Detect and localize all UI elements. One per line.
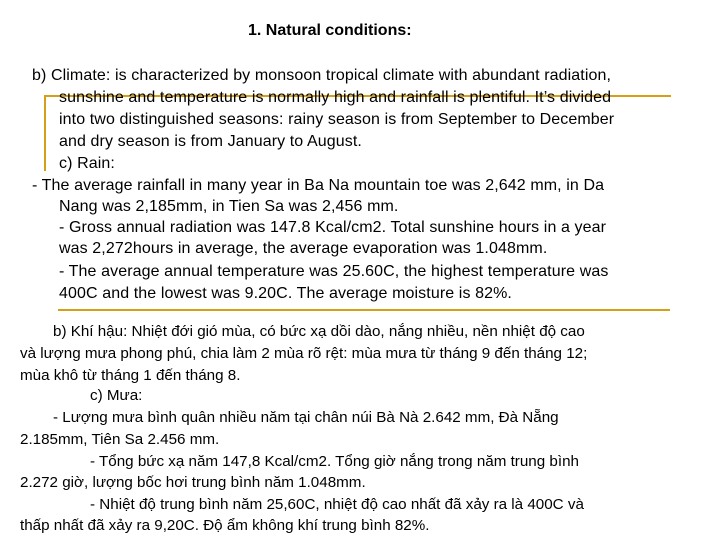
english-line: - The average rainfall in many year in Ba Na mountain toe was 2,642 mm, in Da xyxy=(32,177,605,194)
english-line: - The average annual temperature was 25.60C, the highest temperature was xyxy=(59,263,609,280)
vietnamese-line: - Tổng bức xạ năm 147,8 Kcal/cm2. Tổng giờ nắng trong năm trung bình xyxy=(90,453,579,470)
separator-rule xyxy=(58,309,670,311)
english-line: and dry season is from January to August. xyxy=(59,133,362,150)
vietnamese-line: mùa khô từ tháng 1 đến tháng 8. xyxy=(20,367,241,384)
page-title: 1. Natural conditions: xyxy=(248,22,412,39)
vietnamese-line: - Lượng mưa bình quân nhiều năm tại chân núi Bà Nà 2.642 mm, Đà Nẵng xyxy=(53,409,559,426)
vietnamese-line: và lượng mưa phong phú, chia làm 2 mùa rõ rệt: mùa mưa từ tháng 9 đến tháng 12; xyxy=(20,345,588,362)
vietnamese-line: b) Khí hậu: Nhiệt đới gió mùa, có bức xạ dồi dào, nắng nhiều, nền nhiệt độ cao xyxy=(53,323,585,340)
vietnamese-line: c) Mưa: xyxy=(90,387,143,404)
vietnamese-line: - Nhiệt độ trung bình năm 25,60C, nhiệt độ cao nhất đã xảy ra là 400C và xyxy=(90,496,584,513)
left-accent-rule xyxy=(44,95,46,171)
english-line: 400C and the lowest was 9.20C. The average moisture is 82%. xyxy=(59,285,512,302)
vietnamese-line: 2.185mm, Tiên Sa 2.456 mm. xyxy=(20,431,220,448)
english-line: sunshine and temperature is normally high and rainfall is plentiful. It’s divided xyxy=(59,89,612,106)
english-line: into two distinguished seasons: rainy season is from September to December xyxy=(59,111,615,128)
vietnamese-line: 2.272 giờ, lượng bốc hơi trung bình năm 1.048mm. xyxy=(20,474,366,491)
english-line: Nang was 2,185mm, in Tien Sa was 2,456 mm. xyxy=(59,198,399,215)
english-line: was 2,272hours in average, the average evaporation was 1.048mm. xyxy=(59,240,548,257)
english-line: c) Rain: xyxy=(59,155,115,172)
english-line: - Gross annual radiation was 147.8 Kcal/cm2. Total sunshine hours in a year xyxy=(59,219,607,236)
vietnamese-line: thấp nhất đã xảy ra 9,20C. Độ ẩm không khí trung bình 82%. xyxy=(20,517,430,534)
english-line: b) Climate: is characterized by monsoon tropical climate with abundant radiation, xyxy=(32,67,612,84)
